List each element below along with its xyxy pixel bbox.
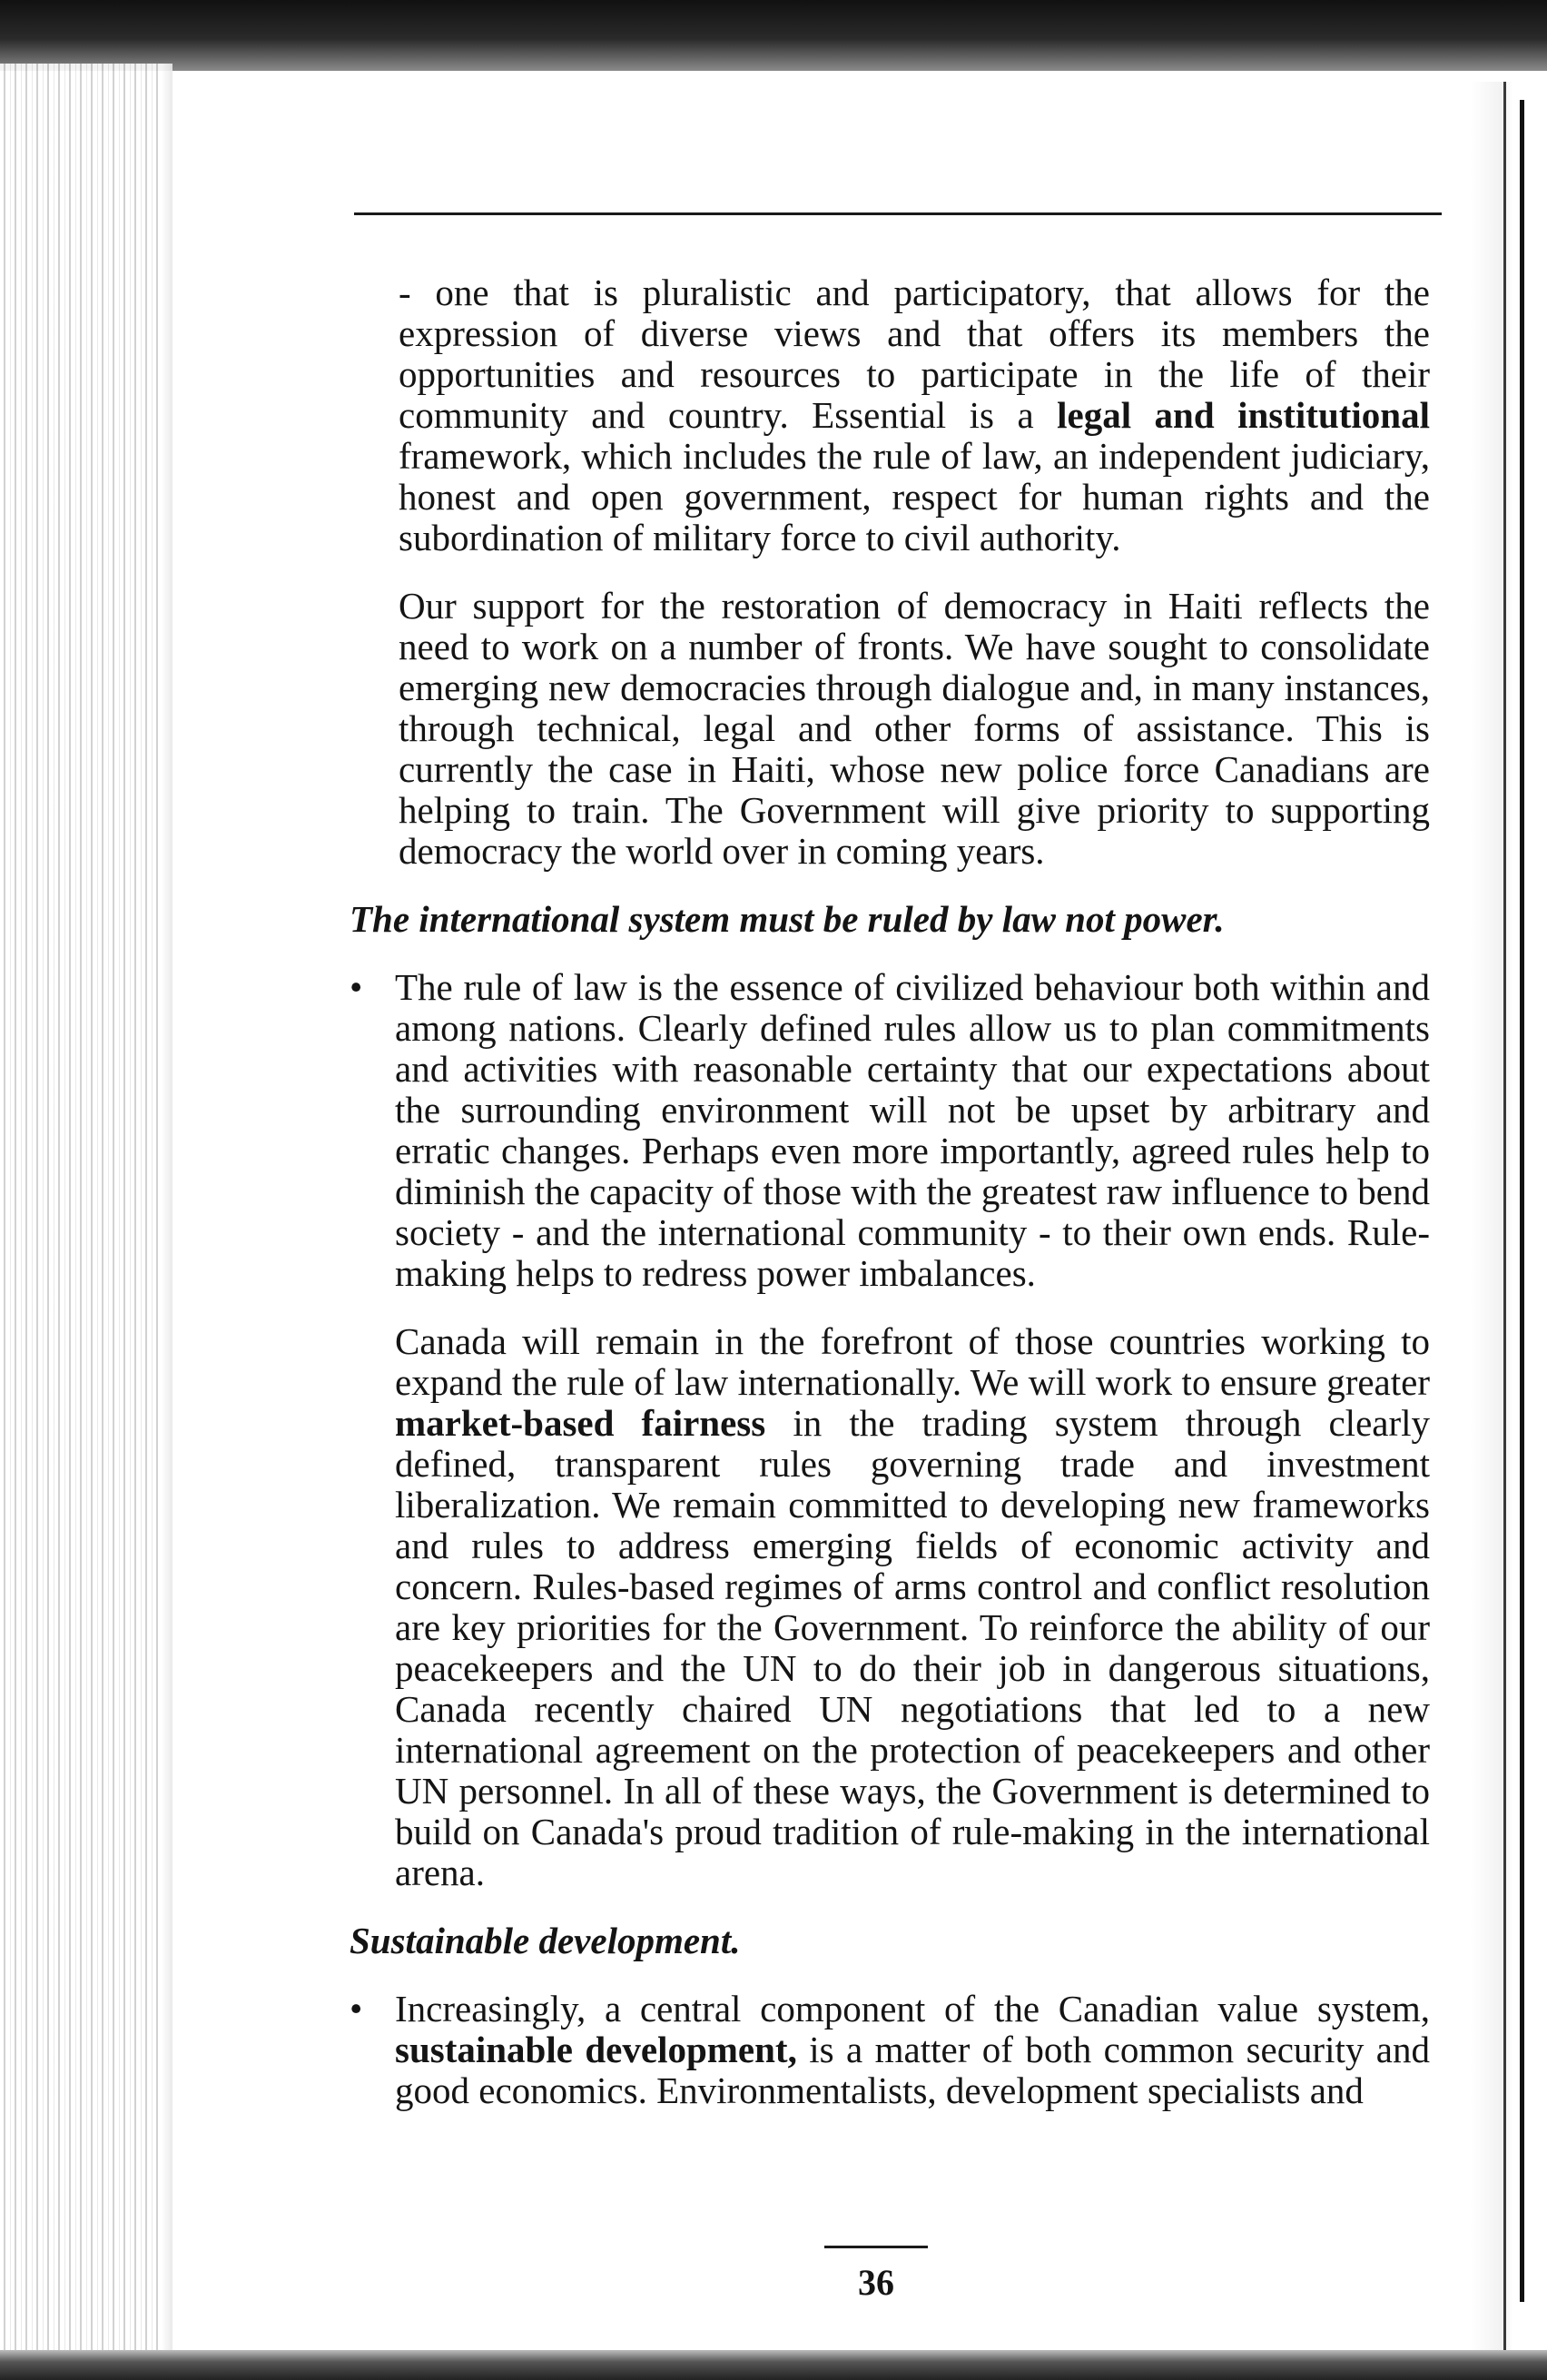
paragraph-canada-rule-of-law xyxy=(340,1321,1430,1893)
bold-term: sustainable development, xyxy=(395,2029,797,2070)
page-number: 36 xyxy=(858,2262,894,2303)
book-page-edges-right xyxy=(1471,82,1547,2352)
bold-term: legal and institutional xyxy=(1057,394,1430,436)
paragraph-text: is a matter of both common security and good economics. Environmentalists, development specialists and xyxy=(395,2029,1430,2111)
paragraph-text: framework, which includes the rule of law, an independent judiciary, honest and open government, respect for human rights and the subordination of military force to civil authority. xyxy=(399,435,1430,558)
paragraph-haiti: Our support for the restoration of democracy in Haiti reflects the need to work on a number of fronts. We have sought to consolidate emerging new democracies through dialogue and, in many instances, through technical, legal and other forms of assistance. This is currently the case in Haiti, whose new police force Canadians are helping to train. The Government will give priority to supporting democracy the world over in coming years. xyxy=(399,585,1430,872)
bullet-icon: • xyxy=(350,1988,363,2029)
page-number-rule xyxy=(824,2246,928,2248)
bullet-text xyxy=(395,1989,1430,2111)
paragraph-democracy-definition xyxy=(340,272,1430,558)
scan-border-bottom xyxy=(0,2350,1547,2380)
section-heading-sustainable-development: Sustainable development. xyxy=(350,1920,741,1961)
bullet-text: The rule of law is the essence of civilized behaviour both within and among nations. Clearly defined rules allow us to plan commitments and activities with reasonable certainty that our expectations about the surrounding environment will not be upset by arbitrary and erratic changes. Perhaps even more importantly, agreed rules help to diminish the capacity of those with the greatest raw influence to bend society - and the international community - to their own ends. Rule-making helps to redress power imbalances. xyxy=(395,966,1430,1294)
paragraph-text: Canada will remain in the forefront of those countries working to expand the rule of law internationally. We will work to ensure greater xyxy=(395,1320,1430,1403)
bullet-item-sustainable-development xyxy=(340,1989,1430,2111)
bold-term: market-based fairness xyxy=(395,1402,766,1444)
section-heading-rule-of-law: The international system must be ruled by law not power. xyxy=(350,898,1225,940)
paragraph-text: in the trading system through clearly defined, transparent rules governing trade and investment liberalization. We remain committed to developing new frameworks and rules to address emerging fields of economic activity and concern. Rules-based regimes of arms control and conflict resolution are key priorities for the Government. To reinforce the ability of our peacekeepers and the UN to do their job in dangerous situations, Canada recently chaired UN negotiations that led to a new international agreement on the protection of peacekeepers and other UN personnel. In all of these ways, the Government is determined to build on Canada's proud tradition of rule-making in the international arena. xyxy=(395,1402,1431,1893)
book-page-edges-left xyxy=(0,64,172,2361)
page-body xyxy=(340,272,1430,2138)
header-rule xyxy=(354,212,1442,215)
paragraph-text: - one that is pluralistic and participatory, that allows for the expression of diverse views and that offers its members the opportunities and resources to participate in the life of their community and country. Essential is a xyxy=(399,272,1430,436)
bullet-item-rule-of-law xyxy=(340,967,1430,1294)
scan-border-top xyxy=(0,0,1547,71)
paragraph-text: Increasingly, a central component of the Canadian value system, xyxy=(395,1988,1430,2029)
bullet-icon: • xyxy=(350,966,363,1008)
